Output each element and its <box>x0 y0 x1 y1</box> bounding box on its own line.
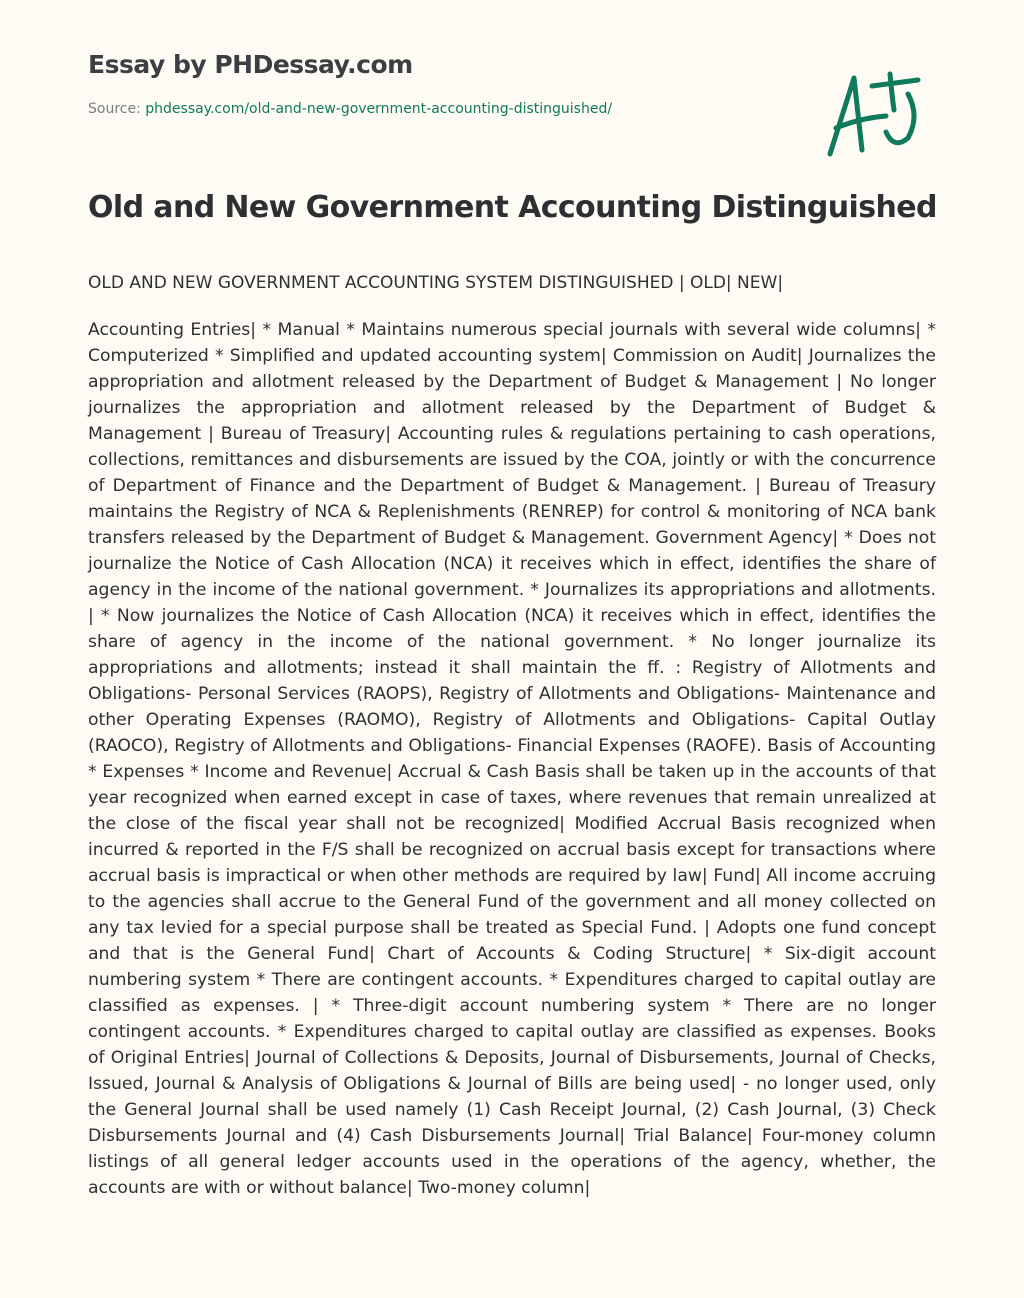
page-title: Old and New Government Accounting Distinguished <box>88 190 937 225</box>
a-plus-logo-icon <box>820 66 930 160</box>
source-line <box>88 101 612 117</box>
essay-subheading: OLD AND NEW GOVERNMENT ACCOUNTING SYSTEM DISTINGUISHED | OLD| NEW| <box>88 273 784 293</box>
essay-body: Accounting Entries| * Manual * Maintains numerous special journals with several wide columns| * Computerized * Simplified and updated accounting system| Commission on Audit| Journalizes the appropriation and allotment released by the Department of Budget & Management | No longer journalizes the appropriation and allotment released by the Department of Budget & Management | Bureau of Treasury| Accounting rules & regulations pertaining to cash operations, collections, remittances and disbursements are issued by the COA, jointly or with the concurrence of Department of Finance and the Department of Budget & Management. | Bureau of Treasury maintains the Registry of NCA & Replenishments (RENREP) for control & monitoring of NCA bank transfers released by the Department of Budget & Management. Government Agency| * Does not journalize the Notice of Cash Allocation (NCA) it receives which in effect, identifies the share of agency in the income of the national government. * Journalizes its appropriations and allotments. | * Now journalizes the Notice of Cash Allocation (NCA) it receives which in effect, identifies the share of agency in the income of the national government. * No longer journalize its appropriations and allotments; instead it shall maintain the ff. : Registry of Allotments and Obligations- Personal Services (RAOPS), Registry of Allotments and Obligations- Maintenance and other Operating Expenses (RAOMO), Registry of Allotments and Obligations- Capital Outlay (RAOCO), Registry of Allotments and Obligations- Financial Expenses (RAOFE). Basis of Accounting * Expenses * Income and Revenue| Accrual & Cash Basis shall be taken up in the accounts of that year recognized when earned except in case of taxes, where revenues that remain unrealized at the close of the fiscal year shall not be recognized| Modified Accrual Basis recognized when incurred & reported in the F/S shall be recognized on accrual basis except for transactions where accrual basis is impractical or when other methods are required by law| Fund| All income accruing to the agencies shall accrue to the General Fund of the government and all money collected on any tax levied for a special purpose shall be treated as Special Fund. | Adopts one fund concept and that is the General Fund| Chart of Accounts & Coding Structure| * Six-digit account numbering system * There are contingent accounts. * Expenditures charged to capital outlay are classified as expenses. | * Three-digit account numbering system * There are no longer contingent accounts. * Expenditures charged to capital outlay are classified as expenses. Books of Original Entries| Journal of Collections & Deposits, Journal of Disbursements, Journal of Checks, Issued, Journal & Analysis of Obligations & Journal of Bills are being used| - no longer used, only the General Journal shall be used namely (1) Cash Receipt Journal, (2) Cash Journal, (3) Check Disbursements Journal and (4) Cash Disbursements Journal| Trial Balance| Four-money column listings of all general ledger accounts used in the operations of the agency, whether, the accounts are with or without balance| Two-money column| <box>88 320 936 1198</box>
site-brand: Essay by PHDessay.com <box>88 50 413 79</box>
source-link[interactable]: phdessay.com/old-and-new-government-accounting-distinguished/ <box>145 101 613 117</box>
source-label: Source: <box>88 101 146 117</box>
